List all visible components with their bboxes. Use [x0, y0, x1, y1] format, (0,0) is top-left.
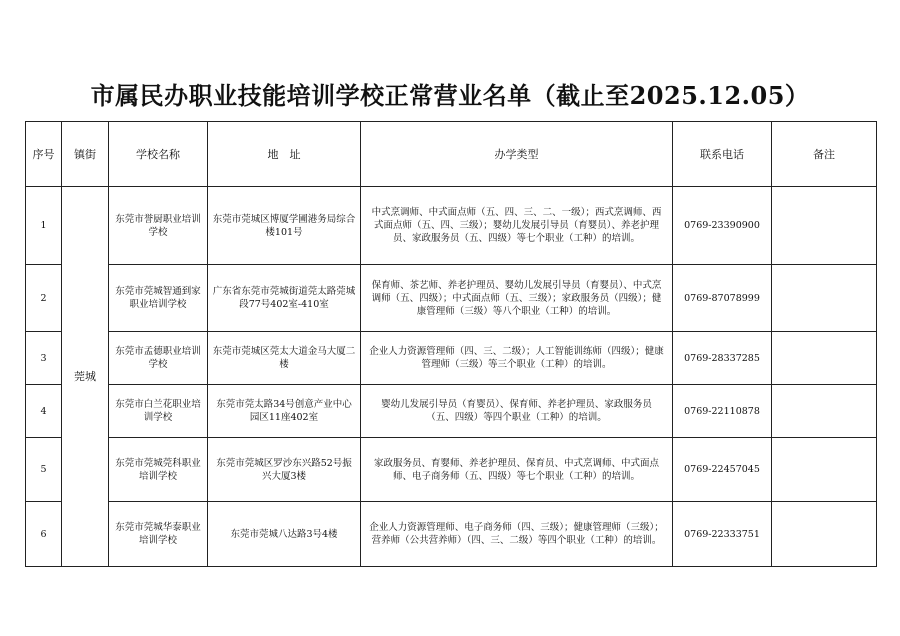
- training-type: 婴幼儿发展引导员（育婴员）、保育师、养老护理员、家政服务员（五、四级）等四个职业（工种）的培训。: [361, 385, 673, 438]
- row-no: 4: [26, 385, 62, 438]
- school-name: 东莞市誉厨职业培训学校: [109, 187, 208, 265]
- header-school-name: 学校名称: [109, 122, 208, 187]
- table-row: [26, 332, 877, 385]
- header-phone: 联系电话: [673, 122, 772, 187]
- row-no: 6: [26, 502, 62, 567]
- training-type: 企业人力资源管理师、电子商务师（四、三级）；健康管理师（三级）；营养师（公共营养师）（四、三、二级）等四个职业（工种）的培训。: [361, 502, 673, 567]
- phone: 0769-22333751: [673, 502, 772, 567]
- school-address: 东莞市莞城区博厦学圃港务局综合楼101号: [208, 187, 361, 265]
- table-row: [26, 502, 877, 567]
- phone: 0769-22457045: [673, 438, 772, 502]
- header-no: 序号: [26, 122, 62, 187]
- row-no: 2: [26, 265, 62, 332]
- school-name: 东莞市白兰花职业培训学校: [109, 385, 208, 438]
- school-name: 东莞市莞城华泰职业培训学校: [109, 502, 208, 567]
- school-name: 东莞市莞城莞科职业培训学校: [109, 438, 208, 502]
- row-no: 1: [26, 187, 62, 265]
- note: [772, 385, 877, 438]
- table-row: [26, 385, 877, 438]
- row-no: 3: [26, 332, 62, 385]
- table-row: [26, 265, 877, 332]
- town-cell: 莞城: [62, 187, 109, 567]
- school-name: 东莞市孟德职业培训学校: [109, 332, 208, 385]
- table-row: [26, 438, 877, 502]
- note: [772, 187, 877, 265]
- training-type: 企业人力资源管理师（四、三、二级）；人工智能训练师（四级）；健康管理师（三级）等三个职业（工种）的培训。: [361, 332, 673, 385]
- school-address: 东莞市莞城区莞太大道金马大厦二楼: [208, 332, 361, 385]
- note: [772, 332, 877, 385]
- school-address: 东莞市莞城区罗沙东兴路52号振兴大厦3楼: [208, 438, 361, 502]
- page-title: 市属民办职业技能培训学校正常营业名单（截止至2025.12.05）: [90, 81, 810, 110]
- phone: 0769-22110878: [673, 385, 772, 438]
- phone: 0769-28337285: [673, 332, 772, 385]
- row-no: 5: [26, 438, 62, 502]
- training-type: 家政服务员、育婴师、养老护理员、保育员、中式烹调师、中式面点师、电子商务师（五、四级）等七个职业（工种）的培训。: [361, 438, 673, 502]
- phone: 0769-87078999: [673, 265, 772, 332]
- header-training-type: 办学类型: [361, 122, 673, 187]
- training-type: 中式烹调师、中式面点师（五、四、三、二、一级）；西式烹调师、西式面点师（五、四、三级）；婴幼儿发展引导员（育婴员）、养老护理员、家政服务员（五、四级）等七个职业（工种）的培训。: [361, 187, 673, 265]
- school-name: 东莞市莞城智通到家职业培训学校: [109, 265, 208, 332]
- header-address: 地 址: [208, 122, 361, 187]
- training-type: 保育师、茶艺师、养老护理员、婴幼儿发展引导员（育婴员）、中式烹调师（五、四级）；中式面点师（五、三级）；家政服务员（四级）；健康管理师（三级）等八个职业（工种）的培训。: [361, 265, 673, 332]
- phone: 0769-23390900: [673, 187, 772, 265]
- school-address: 广东省东莞市莞城街道莞太路莞城段77号402室-410室: [208, 265, 361, 332]
- school-table: [25, 121, 877, 567]
- table-header-row: [26, 122, 877, 187]
- header-note: 备注: [772, 122, 877, 187]
- note: [772, 438, 877, 502]
- note: [772, 502, 877, 567]
- note: [772, 265, 877, 332]
- table-row: [26, 187, 877, 265]
- school-address: 东莞市莞太路34号创意产业中心园区11座402室: [208, 385, 361, 438]
- header-town: 镇街: [62, 122, 109, 187]
- school-address: 东莞市莞城八达路3号4楼: [208, 502, 361, 567]
